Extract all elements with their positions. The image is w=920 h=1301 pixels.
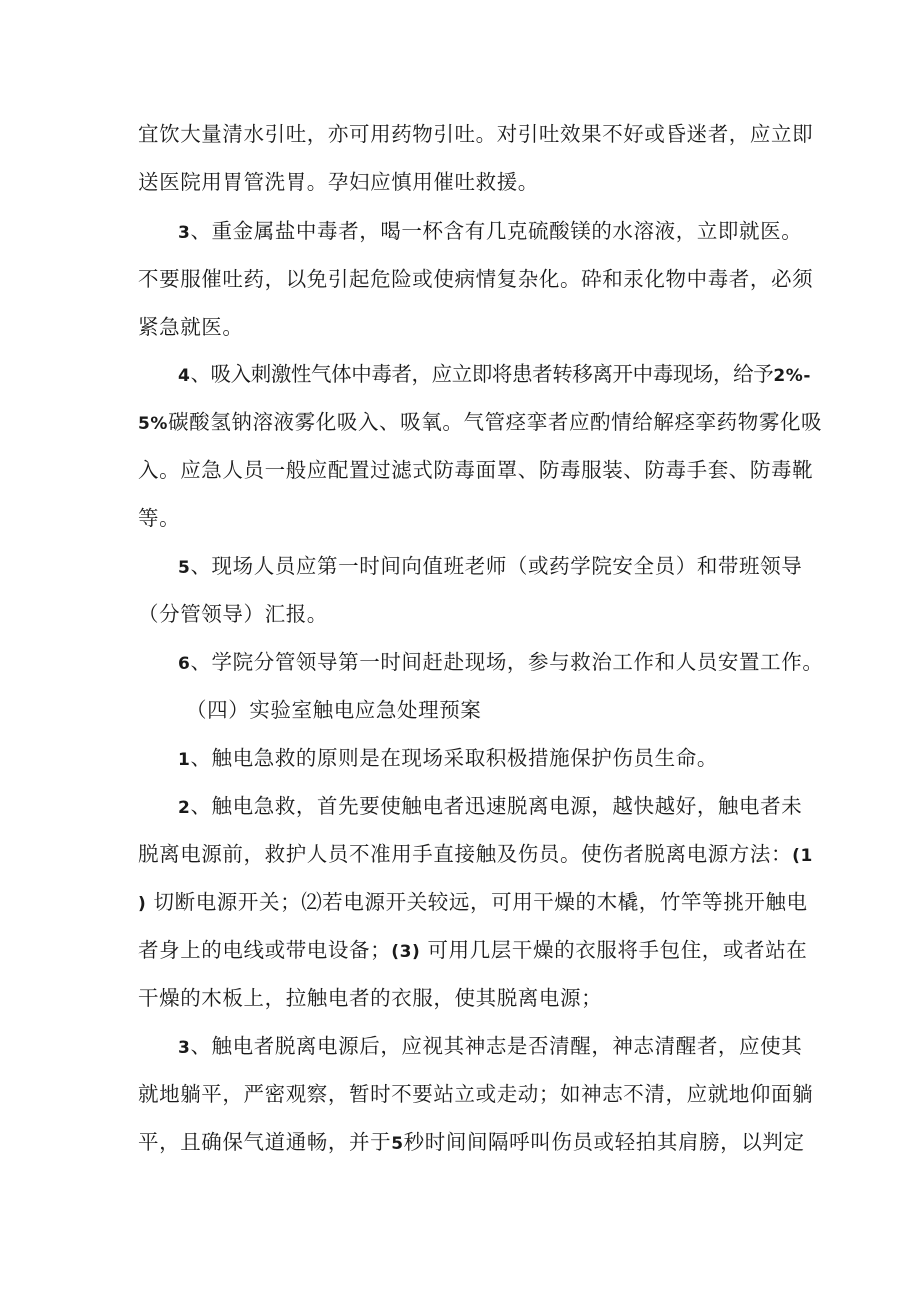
text-line: 等。 [138,506,181,530]
text-line: 干燥的木板上，拉触电者的衣服，使其脱离电源； [138,986,603,1010]
text-line: 就地躺平，严密观察，暂时不要站立或走动；如神志不清，应就地仰面躺 [138,1082,814,1106]
text-line: 入。应急人员一般应配置过滤式防毒面罩、防毒服装、防毒手套、防毒靴 [138,458,814,482]
paragraph-item-3: 3、重金属盐中毒者，喝一杯含有几克硫酸镁的水溶液，立即就医。 [178,219,803,243]
paragraph-item-4: 4、吸入刺激性气体中毒者，应立即将患者转移离开中毒现场，给予2%- [178,362,812,386]
paragraph-item-5: 5、现场人员应第一时间向值班老师（或药学院安全员）和带班领导 [178,554,803,578]
paragraph-item-2: 2、触电急救，首先要使触电者迅速脱离电源，越快越好，触电者未 [178,794,803,818]
text-line: 5%碳酸氢钠溶液雾化吸入、吸氧。气管痉挛者应酌情给解痉挛药物雾化吸 [138,410,823,434]
text-line: 平，且确保气道通畅，并于5秒时间间隔呼叫伤员或轻拍其肩膀，以判定 [138,1130,805,1154]
text-line: 送医院用胃管洗胃。孕妇应慎用催吐救援。 [138,170,539,194]
text-line: 者身上的电线或带电设备；(3) 可用几层干燥的衣服将手包住，或者站在 [138,938,808,962]
text-line: （分管领导）汇报。 [138,602,328,626]
text-line: 宜饮大量清水引吐，亦可用药物引吐。对引吐效果不好或昏迷者，应立即 [138,122,814,146]
text-line: 不要服催吐药，以免引起危险或使病情复杂化。砕和汞化物中毒者，必须 [138,267,814,291]
paragraph-item-3b: 3、触电者脱离电源后，应视其神志是否清醒，神志清醒者，应使其 [178,1034,803,1058]
text-line: 脱离电源前，救护人员不准用手直接触及伤员。使伤者脱离电源方法：(1 [138,842,813,866]
text-line: 紧急就医。 [138,315,244,339]
text-line: ) 切断电源开关；⑵若电源开关较远，可用干燥的木橇，竹竿等挑开触电 [138,890,808,914]
section-heading: （四）实验室触电应急处理预案 [186,698,482,722]
paragraph-item-1: 1、触电急救的原则是在现场采取积极措施保护伤员生命。 [178,746,718,770]
paragraph-item-6: 6、学院分管领导第一时间赶赴现场，参与救治工作和人员安置工作。 [178,650,824,674]
